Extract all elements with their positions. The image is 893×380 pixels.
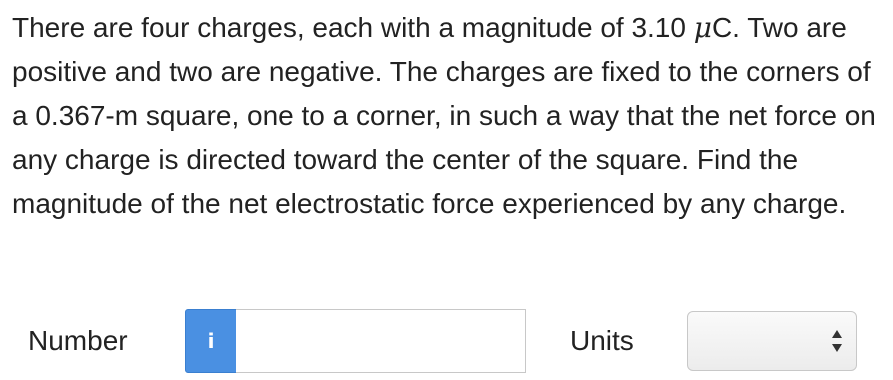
- question-text-part-2: C. Two are positive and two are negative. The charges are fixed to the corners of a 0.367-m square, one to a corner, in such a way that the net force on any charge is directed toward the center of the square. Find the magnitude of the net electrostatic force experienced by any charge.: [12, 12, 876, 219]
- info-button[interactable]: [185, 309, 237, 373]
- micro-symbol: μ: [693, 11, 712, 44]
- arrow-down-icon: [832, 344, 842, 352]
- arrow-up-icon: [832, 330, 842, 338]
- question-text: [12, 6, 884, 226]
- info-icon: i: [207, 329, 215, 353]
- units-label: Units: [570, 325, 634, 356]
- units-select[interactable]: [687, 311, 857, 371]
- number-label: Number: [28, 325, 128, 356]
- question-text-part-1: There are four charges, each with a magnitude of 3.10: [12, 12, 694, 43]
- number-input[interactable]: [236, 309, 526, 373]
- answer-row: [0, 308, 893, 374]
- up-down-arrows-icon: [832, 330, 842, 352]
